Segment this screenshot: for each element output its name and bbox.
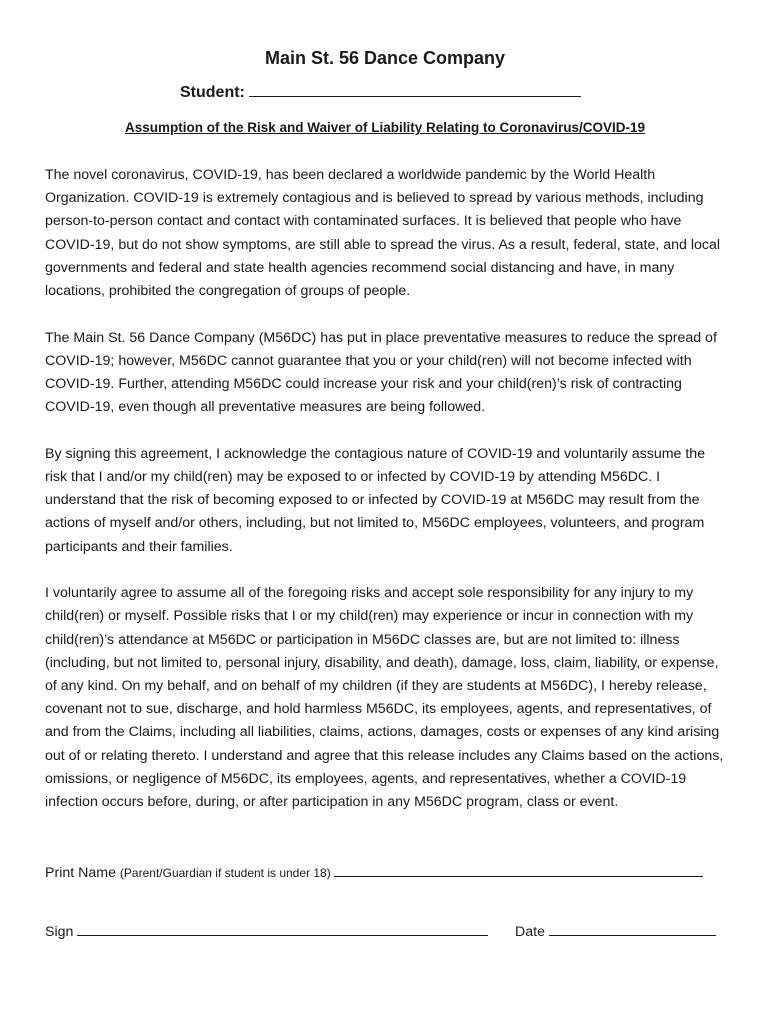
waiver-body	[45, 164, 727, 838]
document-subtitle: Assumption of the Risk and Waiver of Liability Relating to Coronavirus/COVID-19	[124, 120, 646, 135]
print-name-note: (Parent/Guardian if student is under 18)	[119, 866, 331, 880]
sign-label: Sign	[45, 924, 74, 940]
signature-blank-line[interactable]	[77, 923, 488, 936]
print-name-label: Print Name	[45, 865, 116, 881]
student-label: Student:	[180, 84, 245, 101]
print-name-field	[45, 864, 703, 881]
document-title: Main St. 56 Dance Company	[264, 48, 506, 68]
date-field	[515, 923, 716, 940]
date-blank-line[interactable]	[549, 923, 716, 936]
paragraph-release: I voluntarily agree to assume all of the foregoing risks and accept sole responsibility for any injury to my child(ren) or myself. Possible risks that I or my child(ren) may experience or incur in connection with my child(ren)’s attendance at M56DC or participation in M56DC classes are, but are not limited to: illness (including, but not limited to, personal injury, disability, and death), damage, loss, claim, liability, or expense, of any kind. On my behalf, and on behalf of my children (if they are students at M56DC), I hereby release, covenant not to sue, discharge, and hold harmless M56DC, its employees, agents, and representatives, of and from the Claims, including all liabilities, claims, actions, damages, costs or expenses of any kind arising out of or relating thereto. I understand and agree that this release includes any Claims based on the actions, omissions, or negligence of M56DC, its employees, agents, and representatives, whether a COVID-19 infection occurs before, during, or after participation in any M56DC program, class or event.	[45, 585, 724, 811]
date-label: Date	[515, 924, 545, 940]
student-field	[180, 82, 581, 102]
paragraph-preventative-measures: The Main St. 56 Dance Company (M56DC) has put in place preventative measures to reduce the spread of COVID-19; however, M56DC cannot guarantee that you or your child(ren) will not become infected with COVID-19. Further, attending M56DC could increase your risk and your child(ren)’s risk of contracting COVID-19, even though all preventative measures are being followed.	[45, 329, 717, 416]
print-name-blank-line[interactable]	[334, 864, 703, 877]
student-blank-line[interactable]	[249, 82, 581, 97]
signature-field	[45, 923, 488, 940]
paragraph-acknowledgement: By signing this agreement, I acknowledge the contagious nature of COVID-19 and voluntarily assume the risk that I and/or my child(ren) may be exposed to or infected by COVID-19 by attending M56DC. I understand that the risk of becoming exposed to or infected by COVID-19 at M56DC may result from the actions of myself and/or others, including, but not limited to, M56DC employees, volunteers, and program participants and their families.	[45, 445, 706, 555]
paragraph-pandemic: The novel coronavirus, COVID-19, has been declared a worldwide pandemic by the World Health Organization. COVID-19 is extremely contagious and is believed to spread by various methods, including person-to-person contact and contact with contaminated surfaces. It is believed that people who have COVID-19, but do not show symptoms, are still able to spread the virus. As a result, federal, state, and local governments and federal and state health agencies recommend social distancing and have, in many locations, prohibited the congregation of groups of people.	[45, 167, 721, 300]
